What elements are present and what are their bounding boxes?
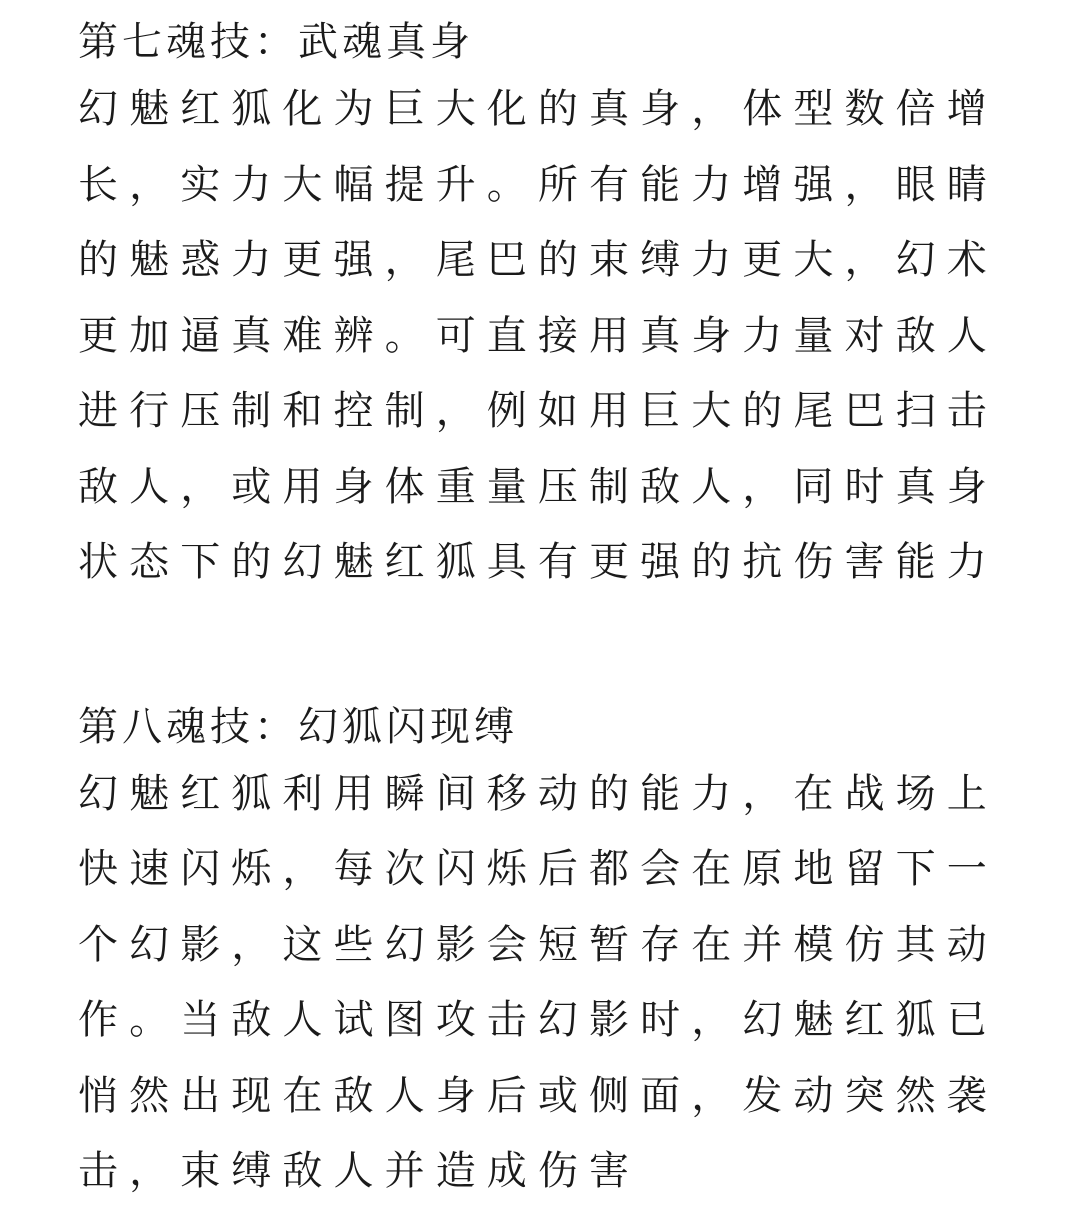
body-line: 幻魅红狐化为巨大化的真身，体型数倍增 xyxy=(78,86,998,132)
section-heading: 第七魂技：武魂真身 xyxy=(78,19,474,65)
body-line: 进行压制和控制，例如用巨大的尾巴扫击 xyxy=(78,388,998,434)
body-line: 更加逼真难辨。可直接用真身力量对敌人 xyxy=(78,312,998,359)
document-page xyxy=(78,0,1002,1210)
body-line: 幻魅红狐利用瞬间移动的能力，在战场上 xyxy=(78,770,998,817)
section-heading: 第八魂技：幻狐闪现缚 xyxy=(78,703,518,750)
body-line: 悄然出现在敌人身后或侧面，发动突然袭 xyxy=(78,1072,998,1119)
body-line: 的魅惑力更强，尾巴的束缚力更大，幻术 xyxy=(78,237,998,283)
body-line: 敌人，或用身体重量压制敌人，同时真身 xyxy=(78,463,998,510)
soul-skill-section-8 xyxy=(78,601,1002,1210)
body-line: 长，实力大幅提升。所有能力增强，眼睛 xyxy=(78,161,998,208)
body-line: 状态下的幻魅红狐具有更强的抗伤害能力 xyxy=(78,539,998,585)
body-line: 快速闪烁，每次闪烁后都会在原地留下一 xyxy=(78,846,998,892)
soul-skill-section-7 xyxy=(78,0,1002,601)
body-line: 作。当敌人试图攻击幻影时，幻魅红狐已 xyxy=(78,997,998,1043)
body-line: 击，束缚敌人并造成伤害 xyxy=(78,1148,641,1194)
body-line: 个幻影，这些幻影会短暂存在并模仿其动 xyxy=(78,921,998,968)
